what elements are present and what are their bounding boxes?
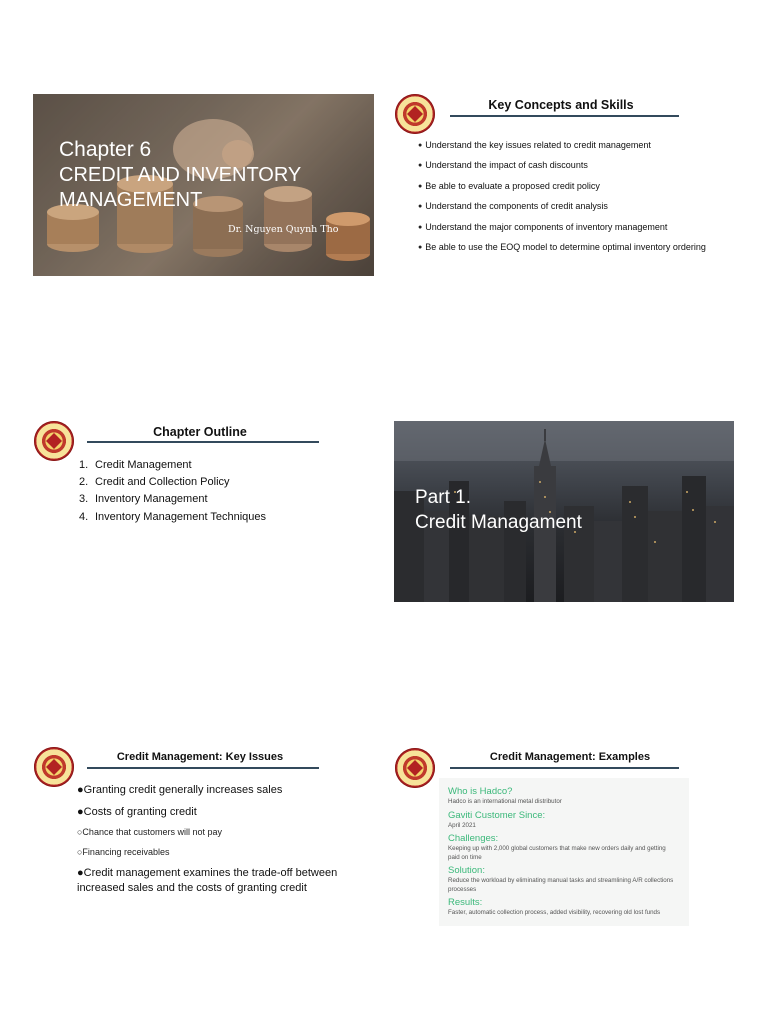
bullet-item: ● Understand the impact of cash discounts: [418, 160, 588, 170]
case-text: Hadco is an international metal distributor: [448, 798, 562, 805]
chapter-title-line1: CREDIT AND INVENTORY: [59, 164, 302, 186]
outline-item: 1. Credit Management: [79, 459, 192, 471]
case-heading: Who is Hadco?: [448, 786, 513, 797]
part-label: Part 1.: [415, 487, 471, 508]
bullet-item: ●Costs of granting credit: [77, 806, 197, 818]
author-name: Dr. Nguyen Quynh Tho: [228, 224, 339, 235]
slide-title: Credit Management: Examples: [489, 751, 651, 763]
bullet-item: ● Be able to evaluate a proposed credit policy: [418, 181, 600, 191]
slide-title: Key Concepts and Skills: [488, 98, 634, 112]
bullet-item: ●Granting credit generally increases sales: [77, 784, 283, 796]
case-heading: Gaviti Customer Since:: [448, 810, 546, 821]
case-heading: Solution:: [448, 865, 485, 876]
slide-title: Credit Management: Key Issues: [116, 751, 284, 763]
title-underline: [87, 441, 319, 443]
outline-item: 4. Inventory Management Techniques: [79, 511, 267, 523]
title-underline: [450, 115, 679, 117]
sub-bullet-item: ○Chance that customers will not pay: [77, 827, 223, 837]
case-text: paid on time: [448, 854, 482, 861]
university-logo: [395, 94, 435, 134]
case-heading: Challenges:: [448, 833, 499, 844]
university-logo: [395, 748, 435, 788]
university-logo: [34, 747, 74, 787]
case-text: April 2021: [448, 822, 476, 829]
slide-examples: [392, 744, 732, 934]
slide-key-concepts: [392, 90, 732, 280]
sub-bullet-item: ○Financing receivables: [77, 847, 170, 857]
case-text: Keeping up with 2,000 global customers that make new orders daily and getting: [448, 845, 666, 852]
bullet-item: ● Understand the major components of inventory management: [418, 222, 667, 232]
bullet-item: ● Be able to use the EOQ model to determine optimal inventory ordering: [418, 242, 706, 252]
chapter-title-line2: MANAGEMENT: [59, 189, 203, 211]
case-text: processes: [448, 886, 477, 893]
bullet-item-continuation: increased sales and the costs of granting credit: [77, 882, 307, 894]
bullet-item: ● Understand the components of credit analysis: [418, 201, 608, 211]
university-logo: [34, 421, 74, 461]
case-study-card: [439, 778, 689, 926]
part-title: Credit Managament: [415, 512, 582, 533]
chapter-label: Chapter 6: [59, 138, 152, 161]
case-text: Faster, automatic collection process, added visibility, recovering old lost funds: [448, 909, 661, 916]
slide-chapter-outline: [33, 418, 373, 608]
case-text: Reduce the workload by eliminating manual tasks and streamlining A/R collections: [448, 877, 674, 884]
slide-part1: [394, 421, 734, 602]
outline-item: 3. Inventory Management: [79, 493, 208, 505]
title-underline: [87, 767, 319, 769]
slide-title: Chapter Outline: [153, 425, 247, 439]
bullet-item: ● Understand the key issues related to credit management: [418, 140, 651, 150]
slide-title-chapter6: [33, 94, 374, 276]
bullet-item: ●Credit management examines the trade-off between: [77, 867, 338, 879]
outline-item: 2. Credit and Collection Policy: [79, 476, 230, 488]
title-underline: [450, 767, 679, 769]
case-heading: Results:: [448, 897, 483, 908]
slide-key-issues: [33, 744, 373, 934]
